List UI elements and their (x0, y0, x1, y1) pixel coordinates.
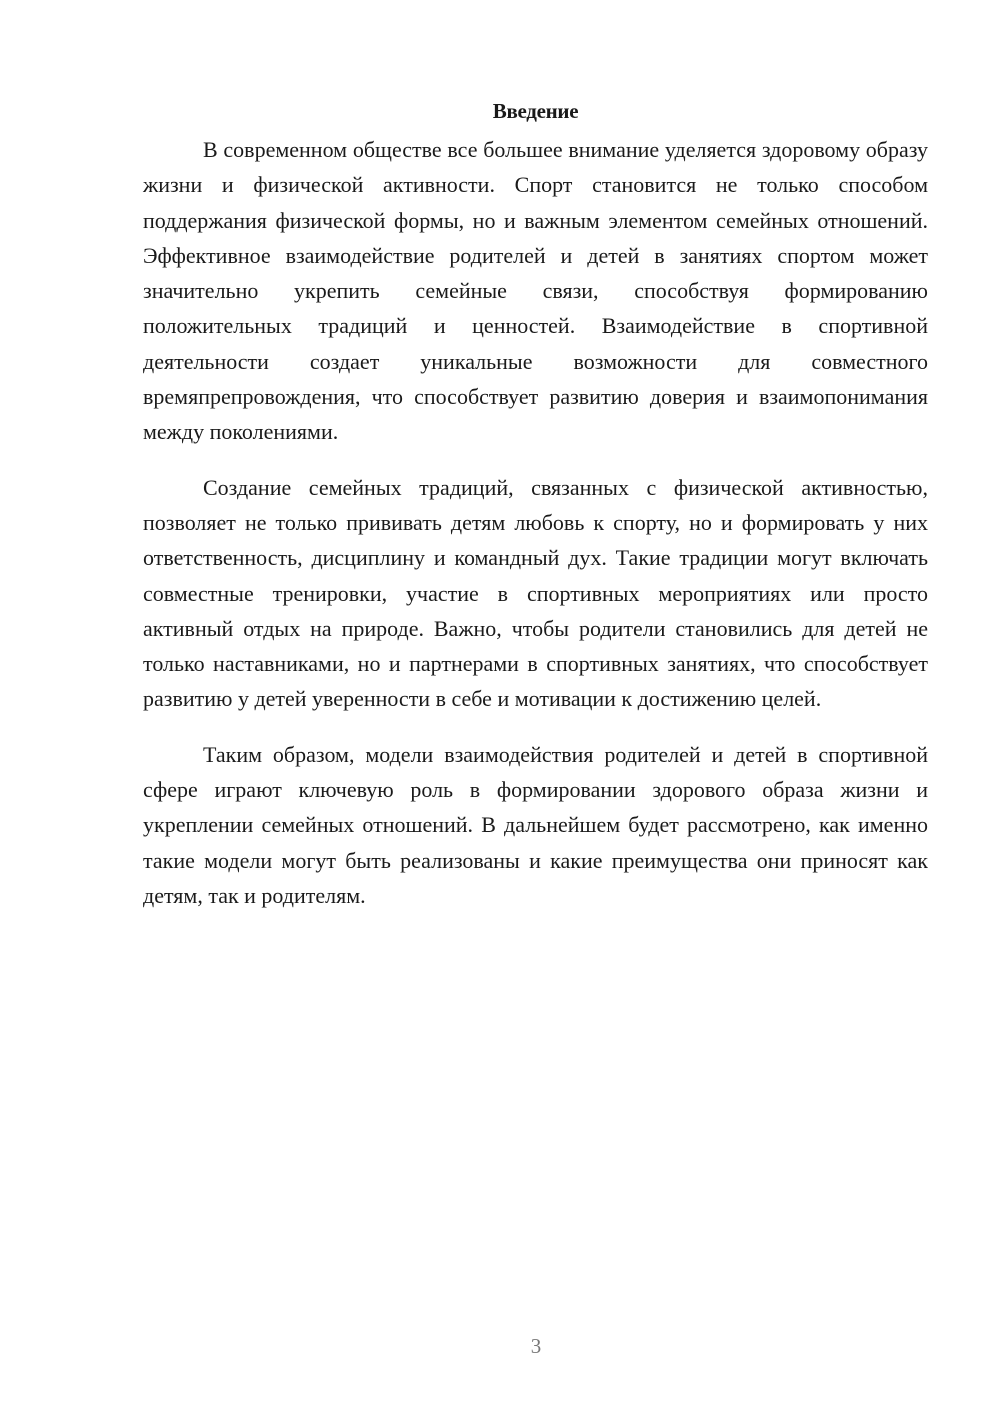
paragraph-2: Создание семейных традиций, связанных с физической активностью, позволяет не только прививать детям любовь к спорту, но и формировать у них ответственность, дисциплину и командный дух. Такие традиции могут включать совместные тренировки, участие в спортивных мероприятиях или просто активный отдых на природе. Важно, чтобы родители становились для детей не только наставниками, но и партнерами в спортивных занятиях, что способствует развитию у детей уверенности в себе и мотивации к достижению целей. (143, 474, 928, 712)
paragraph-3: Таким образом, модели взаимодействия родителей и детей в спортивной сфере играют ключевую роль в формировании здорового образа жизни и укреплении семейных отношений. В дальнейшем будет рассмотрено, как именно такие модели могут быть реализованы и какие преимущества они приносят как детям, так и родителям. (143, 741, 928, 908)
section-heading: Введение (492, 99, 579, 123)
page-content (143, 98, 928, 933)
paragraph-1: В современном обществе все большее внимание уделяется здоровому образу жизни и физической активности. Спорт становится не только способом поддержания физической формы, но и важным элементом семейных отношений. Эффективное взаимодействие родителей и детей в занятиях спортом может значительно укрепить семейные связи, способствуя формированию положительных традиций и ценностей. Взаимодействие в спортивной деятельности создает уникальные возможности для совместного времяпрепровождения, что способствует развитию доверия и взаимопонимания между поколениями. (143, 137, 928, 445)
page-number: 3 (530, 1334, 542, 1358)
